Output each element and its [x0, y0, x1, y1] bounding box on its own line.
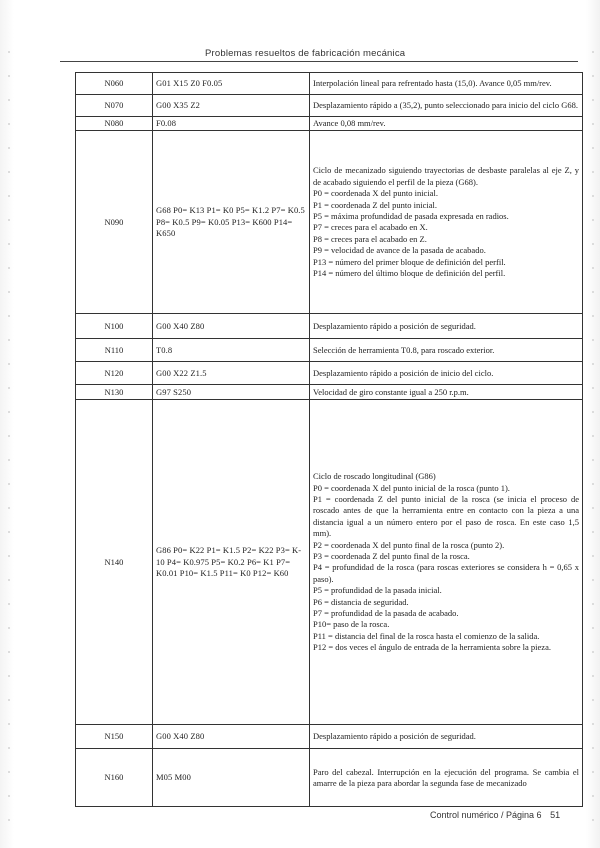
nc-code: T0.8 — [153, 339, 310, 362]
description — [310, 362, 583, 385]
description — [310, 73, 583, 95]
right-margin-dots — [590, 40, 596, 830]
description-line: Velocidad de giro constante igual a 250 r.p.m. — [313, 386, 469, 397]
block-number: N080 — [76, 117, 153, 131]
program-row — [76, 385, 583, 400]
description-line: P11 = distancia del final de la rosca hasta el comienzo de la salida. — [313, 630, 540, 641]
block-number: N070 — [76, 95, 153, 117]
description — [310, 339, 583, 362]
nc-code: G97 S250 — [153, 385, 310, 400]
block-number: N130 — [76, 385, 153, 400]
page-number: 51 — [550, 810, 561, 820]
program-row — [76, 362, 583, 385]
description-line: Desplazamiento rápido a posición de seguridad. — [313, 731, 476, 742]
description-line: P0 = coordenada X del punto inicial de la rosca (punto 1). — [313, 482, 510, 493]
description-line: P3 = coordenada Z del punto final de la rosca. — [313, 551, 470, 561]
description-line: P1 = coordenada Z del punto inicial de la rosca (se inicia el proceso de roscado antes de que la herramienta entre en contacto con la pieza a una distancia igual a un número entero por el paso de rosca. En este caso 1,5 mm). — [313, 493, 579, 539]
program-row — [76, 400, 583, 725]
description-line: P2 = coordenada X del punto final de la rosca (punto 2). — [313, 539, 505, 550]
description-line: Avance 0,08 mm/rev. — [313, 118, 386, 128]
block-number: N150 — [76, 725, 153, 749]
nc-code: G00 X40 Z80 — [153, 725, 310, 749]
block-number: N060 — [76, 73, 153, 95]
description-line: P1 = coordenada Z del punto inicial. — [313, 199, 437, 210]
description-line: Ciclo de mecanizado siguiendo trayectorias de desbaste paralelas al eje Z, y de acabado siguiendo el perfil de la pieza (G68). — [313, 165, 579, 187]
nc-code: G68 P0= K13 P1= K0 P5= K1.2 P7= K0.5 P8= K0.5 P9= K0.05 P13= K600 P14= K650 — [153, 131, 310, 314]
nc-code: M05 M00 — [153, 749, 310, 807]
cnc-program-table — [75, 72, 583, 807]
footer-section: Control numérico / Página 6 — [430, 810, 542, 820]
description — [310, 400, 583, 725]
description — [310, 725, 583, 749]
program-row — [76, 314, 583, 339]
nc-code: G01 X15 Z0 F0.05 — [153, 73, 310, 95]
program-row — [76, 749, 583, 807]
running-header: Problemas resueltos de fabricación mecánica — [205, 48, 406, 59]
description-line: Ciclo de roscado longitudinal (G86) — [313, 471, 436, 482]
program-row — [76, 725, 583, 749]
description-line: Desplazamiento rápido a posición de seguridad. — [313, 320, 476, 331]
description-line: P5 = máxima profundidad de pasada expresada en radios. — [313, 211, 509, 221]
block-number: N120 — [76, 362, 153, 385]
description-line: P0 = coordenada X del punto inicial. — [313, 188, 438, 199]
nc-code: F0.08 — [153, 117, 310, 131]
program-row — [76, 131, 583, 314]
nc-code: G00 X22 Z1.5 — [153, 362, 310, 385]
description — [310, 117, 583, 131]
block-number: N090 — [76, 131, 153, 314]
description-line: P10= paso de la rosca. — [313, 619, 390, 630]
block-number: N110 — [76, 339, 153, 362]
description-line: P8 = creces para el acabado en Z. — [313, 233, 427, 244]
description — [310, 314, 583, 339]
description-line: P12 = dos veces el ángulo de entrada de la herramienta sobre la pieza. — [313, 642, 551, 653]
left-margin-dots — [6, 40, 12, 830]
description-line: Desplazamiento rápido a posición de inicio del ciclo. — [313, 367, 494, 378]
description-line: P5 = profundidad de la pasada inicial. — [313, 585, 442, 596]
description-line: Selección de herramienta T0.8, para roscado exterior. — [313, 344, 495, 355]
description-line: P7 = creces para el acabado en X. — [313, 222, 428, 233]
nc-code: G00 X40 Z80 — [153, 314, 310, 339]
description — [310, 131, 583, 314]
description-line: Interpolación lineal para refrentado hasta (15,0). Avance 0,05 mm/rev. — [313, 77, 552, 88]
description — [310, 385, 583, 400]
program-row — [76, 339, 583, 362]
nc-code: G86 P0= K22 P1= K1.5 P2= K22 P3= K-10 P4= K0.975 P5= K0.2 P6= K1 P7= K0.01 P10= K1.5 P11= K0 P12= K60 — [153, 400, 310, 725]
header-rule — [60, 61, 578, 62]
block-number: N160 — [76, 749, 153, 807]
description-line: P6 = distancia de seguridad. — [313, 596, 409, 607]
program-row — [76, 95, 583, 117]
description-line: P9 = velocidad de avance de la pasada de acabado. — [313, 245, 486, 256]
block-number: N100 — [76, 314, 153, 339]
description-line: P4 = profundidad de la rosca (para roscas exteriores se considera h = 0,65 x paso). — [313, 562, 579, 584]
program-row — [76, 73, 583, 95]
nc-code: G00 X35 Z2 — [153, 95, 310, 117]
description-line: P13 = número del primer bloque de definición del perfil. — [313, 256, 506, 267]
description-line: Paro del cabezal. Interrupción en la ejecución del programa. Se cambia el amarre de la pieza para abordar la segunda fase de mecanizado — [313, 766, 579, 788]
description-line: P14 = número del último bloque de definición del perfil. — [313, 268, 506, 279]
program-row — [76, 117, 583, 131]
description — [310, 95, 583, 117]
description — [310, 749, 583, 807]
description-line: P7 = profundidad de la pasada de acabado. — [313, 608, 459, 619]
block-number: N140 — [76, 400, 153, 725]
description-line: Desplazamiento rápido a (35,2), punto seleccionado para inicio del ciclo G68. — [313, 99, 579, 110]
running-footer — [430, 810, 560, 820]
